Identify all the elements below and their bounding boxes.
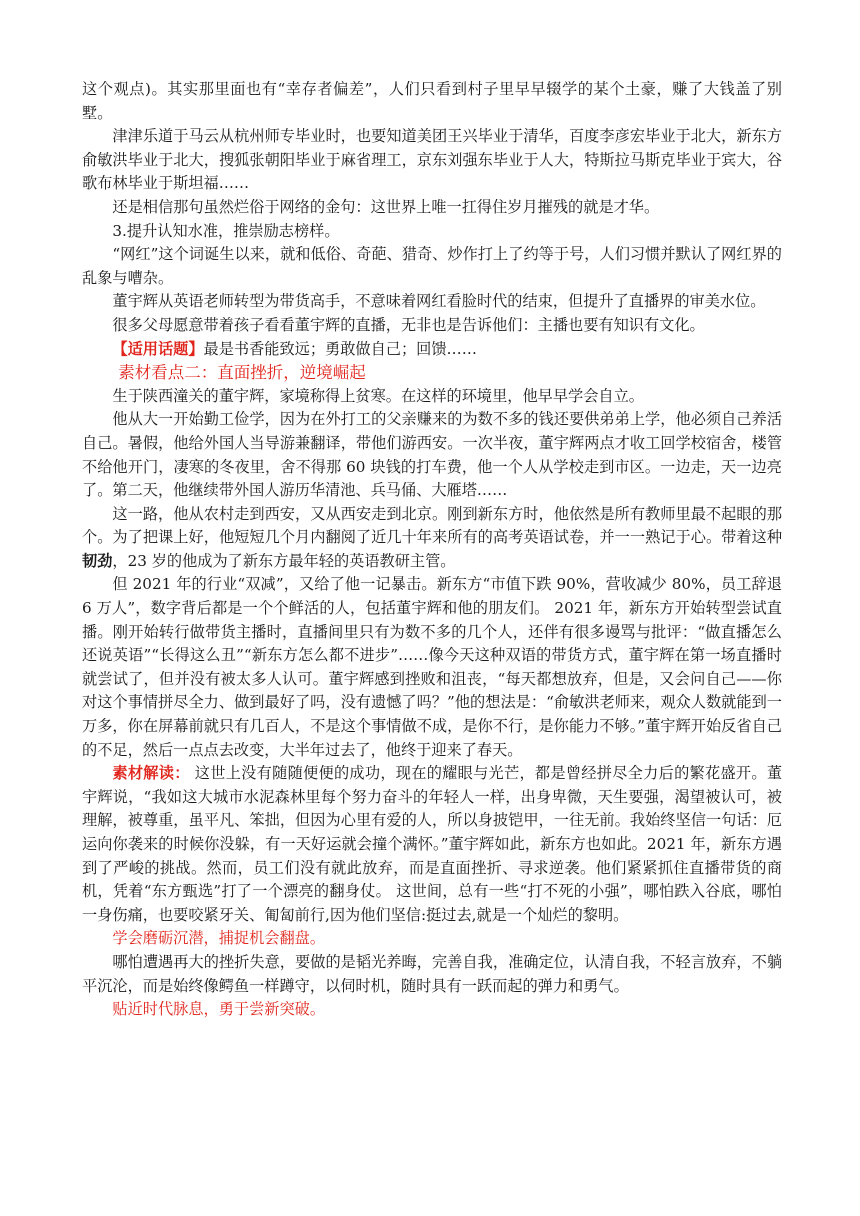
story-paragraph-2: 他从大一开始勤工俭学，因为在外打工的父亲赚来的为数不多的钱还要供弟弟上学，他必须自己养活自己。暑假，他给外国人当导游兼翻译，带他们游西安。一次半夜，董宇辉两点才收工回学校宿舍，楼管不给他开门，凄寒的冬夜里，舍不得那 60 块钱的打车费，他一个人从学校走到市区。一边走，天一边亮了。第二天，他继续带外国人游历华清池、兵马俑、大雁塔…… (82, 410, 782, 500)
reading-label: 素材解读： (112, 764, 190, 783)
paragraph-internet-celebrity: “网红”这个词诞生以来，就和低俗、奇葩、猎奇、炒作打上了约等于号，人们习惯并默认了网红界的乱象与嘈杂。 (82, 245, 782, 287)
reading-text: 这世上没有随随便便的成功，现在的耀眼与光芒，都是曾经拼尽全力后的繁花盛开。董宇辉说，“我如这大城市水泥森林里每个努力奋斗的年轻人一样，出身卑微，天生要强，渴望被认可，被理解，被尊重，虽平凡、笨拙，但因为心里有爱的人，所以身披铠甲，一往无前。我始终坚信一句话：厄运向你袭来的时候你没躲，有一天好运就会撞个满怀。”董宇辉如此，新东方也如此。2021 年，新东方遇到了严峻的挑战。然而，员工们没有就此放弃，而是直面挫折、寻求逆袭。他们紧紧抓住直播带货的商机，凭着“东方甄选”打了一个漂亮的翻身仗。 这世间，总有一些“打不死的小强”，哪怕跌入谷底，哪怕一身伤痛，也要咬紧牙关、匍匐前行,因为他们坚信:挺过去,就是一个灿烂的黎明。 (82, 764, 783, 924)
paragraph-survivor-bias: 这个观点)。其实那里面也有“幸存者偏差”，人们只看到村子里早早辍学的某个土豪，赚了大钱盖了别墅。 (82, 80, 782, 122)
story-paragraph-4: 但 2021 年的行业“双减”，又给了他一记暴击。新东方“市值下跌 90%，营收减少 80%，员工辞退 6 万人”，数字背后都是一个个鲜活的人，包括董宇辉和他的朋友们。 2021 年，新东方开始转型尝试直播。刚开始转行做带货主播时，直播间里只有为数不多的几个人，还伴有很多谩骂与批评：“做直播怎么还说英语”“长得这么丑”“新东方怎么都不进步”……像今天这种双语的带货方式，董宇辉在第一场直播时就尝试了，但并没有被太多人认可。董宇辉感到挫败和沮丧，“每天都想放弃，但是，又会问自己——你对这个事情拼尽全力、做到最好了吗，没有遗憾了吗？”他的想法是：“俞敏洪老师来，观众人数就能到一万多，你在屏幕前就只有几百人，不是这个事情做不成，是你不行，是你能力不够。”董宇辉开始反省自己的不足，然后一点点去改变，大半年过去了，他终于迎来了春天。 (82, 575, 782, 759)
section-title: 素材看点二：直面挫折，逆境崛起 (118, 363, 366, 383)
point-heading-2: 贴近时代脉息，勇于尝新突破。 (112, 1000, 326, 1019)
paragraph-talent-quote: 还是相信那句虽然烂俗于网络的金句：这世界上唯一扛得住岁月摧残的就是才华。 (112, 197, 660, 216)
point-body-1: 哪怕遭遇再大的挫折失意，要做的是韬光养晦，完善自我，准确定位，认清自我，不轻言放弃，不躺平沉沦，而是始终像鳄鱼一样蹲守，以伺时机，随时具有一跃而起的弹力和勇气。 (82, 952, 782, 995)
topics-label: 【适用话题】 (112, 339, 204, 358)
paragraph-parents: 很多父母愿意带着孩子看看董宇辉的直播，无非也是告诉他们：主播也要有知识有文化。 (112, 315, 705, 334)
story-p3-part-b: ，23 岁的他成为了新东方最年轻的英语教研主管。 (112, 551, 456, 570)
document-page (82, 78, 782, 1022)
point-heading-3: 3.提升认知水准，推崇励志榜样。 (112, 221, 340, 240)
point-heading-1: 学会磨砺沉潜，捕捉机会翻盘。 (112, 929, 326, 948)
topics-text: 最是书香能致远；勇敢做自己；回馈…… (203, 339, 477, 358)
paragraph-education-list: 津津乐道于马云从杭州师专毕业时，也要知道美团王兴毕业于清华，百度李彦宏毕业于北大，新东方俞敏洪毕业于北大，搜狐张朝阳毕业于麻省理工，京东刘强东毕业于人大，特斯拉马斯克毕业于宾大，谷歌布林毕业于斯坦福…… (82, 127, 782, 193)
story-p3-bold: 韧劲 (82, 551, 113, 570)
applicable-topics (82, 338, 782, 362)
story-paragraph-3 (82, 503, 782, 574)
material-reading (82, 762, 782, 927)
story-paragraph-1: 生于陕西潼关的董宇辉，家境称得上贫寒。在这样的环境里，他早早学会自立。 (112, 386, 644, 405)
paragraph-aesthetic-level: 董宇辉从英语老师转型为带货高手，不意味着网红看脸时代的结束，但提升了直播界的审美水位。 (112, 292, 766, 311)
story-p3-part-a: 这一路，他从农村走到西安，又从西安走到北京。刚到新东方时，他依然是所有教师里最不起眼的那个。为了把课上好，他短短几个月内翻阅了近几十年来所有的高考英语试卷，并一一熟记于心。带着这种 (82, 504, 782, 547)
